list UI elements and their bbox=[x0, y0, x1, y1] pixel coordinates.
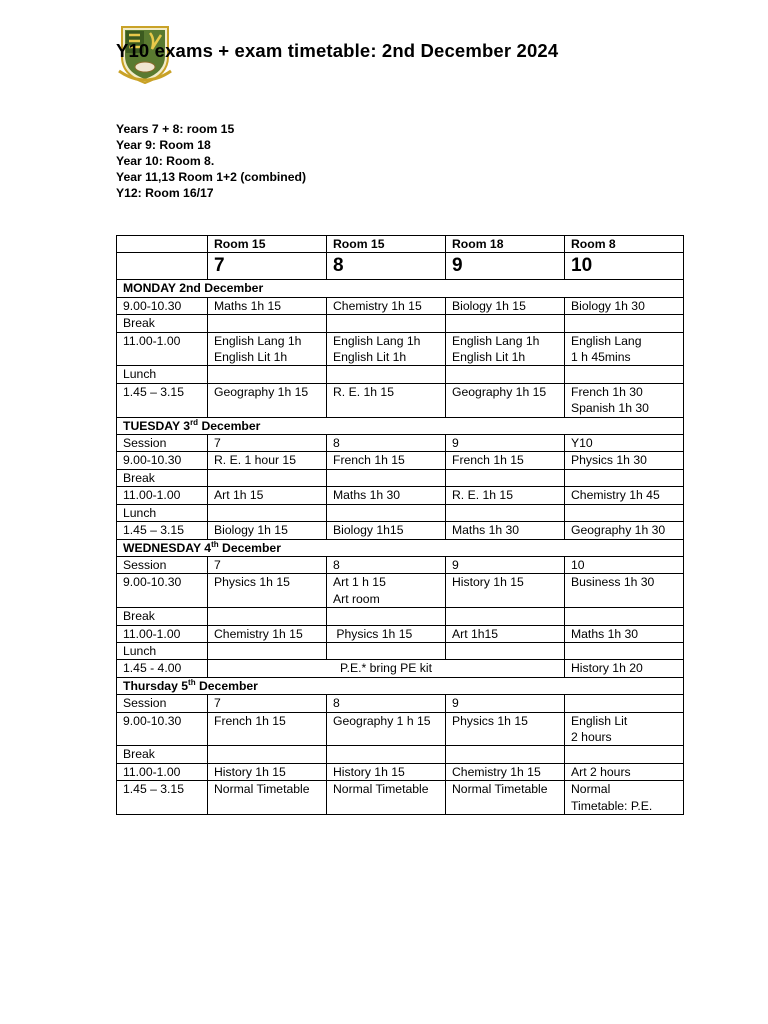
exam-cell-merged: P.E.* bring PE kit bbox=[208, 660, 565, 677]
exam-cell: Normal Timetable bbox=[208, 781, 327, 815]
table-row bbox=[117, 332, 684, 366]
room-header: Room 8 bbox=[565, 236, 684, 253]
time-cell: 9.00-10.30 bbox=[117, 712, 208, 746]
exam-cell: Maths 1h 30 bbox=[446, 522, 565, 539]
table-row bbox=[117, 469, 684, 486]
break-cell: Break bbox=[117, 315, 208, 332]
exam-cell: Geography 1h 15 bbox=[208, 383, 327, 417]
table-row bbox=[117, 315, 684, 332]
time-cell: 1.45 - 4.00 bbox=[117, 660, 208, 677]
exam-cell: Biology 1h 15 bbox=[446, 297, 565, 314]
session-label: Session bbox=[117, 556, 208, 573]
room-line: Year 9: Room 18 bbox=[116, 138, 211, 153]
time-cell: 11.00-1.00 bbox=[117, 487, 208, 504]
exam-cell: Chemistry 1h 45 bbox=[565, 487, 684, 504]
exam-cell: English Lang 1h English Lit 1h bbox=[446, 332, 565, 366]
table-row bbox=[117, 452, 684, 469]
exam-cell: R. E. 1h 15 bbox=[327, 383, 446, 417]
time-cell: 9.00-10.30 bbox=[117, 452, 208, 469]
day-heading: Thursday 5th December bbox=[117, 677, 684, 694]
year-header: 7 bbox=[208, 253, 327, 280]
exam-cell: Art 2 hours bbox=[565, 763, 684, 780]
exam-cell: Chemistry 1h 15 bbox=[208, 625, 327, 642]
time-cell: 1.45 – 3.15 bbox=[117, 781, 208, 815]
lunch-cell: Lunch bbox=[117, 642, 208, 659]
table-row bbox=[117, 366, 684, 383]
exam-cell: Physics 1h 15 bbox=[208, 574, 327, 608]
time-cell: 9.00-10.30 bbox=[117, 574, 208, 608]
day-row bbox=[117, 417, 684, 434]
time-cell: 11.00-1.00 bbox=[117, 625, 208, 642]
table-row: Session 7 8 9 Y10 bbox=[117, 435, 684, 452]
exam-cell: R. E. 1 hour 15 bbox=[208, 452, 327, 469]
exam-cell: Biology 1h 30 bbox=[565, 297, 684, 314]
exam-cell: Physics 1h 15 bbox=[446, 712, 565, 746]
lunch-cell: Lunch bbox=[117, 504, 208, 521]
exam-cell: Chemistry 1h 15 bbox=[327, 297, 446, 314]
exam-cell: History 1h 15 bbox=[327, 763, 446, 780]
exam-cell: Geography 1h 30 bbox=[565, 522, 684, 539]
exam-cell: History 1h 15 bbox=[208, 763, 327, 780]
table-row bbox=[117, 608, 684, 625]
table-row bbox=[117, 625, 684, 642]
table-row bbox=[117, 487, 684, 504]
room-line: Year 10: Room 8. bbox=[116, 154, 215, 169]
table-row bbox=[117, 712, 684, 746]
exam-cell: Geography 1 h 15 bbox=[327, 712, 446, 746]
time-cell: 9.00-10.30 bbox=[117, 297, 208, 314]
exam-cell: Geography 1h 15 bbox=[446, 383, 565, 417]
year-header: 9 bbox=[446, 253, 565, 280]
page-title: Y10 exams + exam timetable: 2nd December 2024 bbox=[116, 40, 559, 61]
day-heading: TUESDAY 3rd December bbox=[117, 417, 684, 434]
table-row bbox=[117, 763, 684, 780]
exam-cell: English Lang 1h English Lit 1h bbox=[208, 332, 327, 366]
exam-cell: Physics 1h 15 bbox=[327, 625, 446, 642]
exam-cell: History 1h 20 bbox=[565, 660, 684, 677]
day-row bbox=[117, 677, 684, 694]
exam-cell: English Lang 1h English Lit 1h bbox=[327, 332, 446, 366]
break-cell: Break bbox=[117, 469, 208, 486]
exam-cell: Normal Timetable: P.E. bbox=[565, 781, 684, 815]
table-row bbox=[117, 574, 684, 608]
room-line: Y12: Room 16/17 bbox=[116, 186, 214, 201]
day-heading: MONDAY 2nd December bbox=[117, 280, 684, 297]
exam-cell: Physics 1h 30 bbox=[565, 452, 684, 469]
table-row bbox=[117, 781, 684, 815]
table-row: Session 7 8 9 10 bbox=[117, 556, 684, 573]
lunch-cell: Lunch bbox=[117, 366, 208, 383]
day-heading: WEDNESDAY 4th December bbox=[117, 539, 684, 556]
room-header: Room 15 bbox=[327, 236, 446, 253]
time-cell: 11.00-1.00 bbox=[117, 763, 208, 780]
time-cell: 1.45 – 3.15 bbox=[117, 383, 208, 417]
room-header: Room 18 bbox=[446, 236, 565, 253]
room-line: Years 7 + 8: room 15 bbox=[116, 122, 235, 136]
exam-cell: Biology 1h15 bbox=[327, 522, 446, 539]
break-cell: Break bbox=[117, 746, 208, 763]
room-line: Year 11,13 Room 1+2 (combined) bbox=[116, 170, 306, 185]
room-header: Room 15 bbox=[208, 236, 327, 253]
day-row bbox=[117, 539, 684, 556]
exam-cell: Chemistry 1h 15 bbox=[446, 763, 565, 780]
table-row bbox=[117, 504, 684, 521]
exam-cell: Biology 1h 15 bbox=[208, 522, 327, 539]
table-row bbox=[117, 297, 684, 314]
exam-cell: French 1h 30 Spanish 1h 30 bbox=[565, 383, 684, 417]
exam-cell: Normal Timetable bbox=[446, 781, 565, 815]
time-cell: 11.00-1.00 bbox=[117, 332, 208, 366]
table-row bbox=[117, 642, 684, 659]
table-row: Session 7 8 9 bbox=[117, 695, 684, 712]
session-label: Session bbox=[117, 435, 208, 452]
time-cell: 1.45 – 3.15 bbox=[117, 522, 208, 539]
year-header: 10 bbox=[565, 253, 684, 280]
table-row bbox=[117, 236, 684, 253]
table-row bbox=[117, 660, 684, 677]
exam-cell: Art 1 h 15 Art room bbox=[327, 574, 446, 608]
exam-cell: French 1h 15 bbox=[446, 452, 565, 469]
exam-cell: Normal Timetable bbox=[327, 781, 446, 815]
day-row bbox=[117, 280, 684, 297]
year-header: 8 bbox=[327, 253, 446, 280]
exam-cell: French 1h 15 bbox=[327, 452, 446, 469]
exam-cell: English Lang 1 h 45mins bbox=[565, 332, 684, 366]
exam-cell: R. E. 1h 15 bbox=[446, 487, 565, 504]
room-allocation-list bbox=[116, 121, 306, 201]
exam-cell: Art 1h15 bbox=[446, 625, 565, 642]
exam-cell: Business 1h 30 bbox=[565, 574, 684, 608]
session-label: Session bbox=[117, 695, 208, 712]
table-row bbox=[117, 522, 684, 539]
exam-timetable bbox=[116, 235, 684, 815]
exam-cell: Maths 1h 15 bbox=[208, 297, 327, 314]
table-row bbox=[117, 746, 684, 763]
exam-cell: Maths 1h 30 bbox=[327, 487, 446, 504]
table-row bbox=[117, 253, 684, 280]
exam-cell: Art 1h 15 bbox=[208, 487, 327, 504]
exam-cell: French 1h 15 bbox=[208, 712, 327, 746]
exam-cell: English Lit 2 hours bbox=[565, 712, 684, 746]
break-cell: Break bbox=[117, 608, 208, 625]
table-row bbox=[117, 383, 684, 417]
exam-cell: Maths 1h 30 bbox=[565, 625, 684, 642]
exam-cell: History 1h 15 bbox=[446, 574, 565, 608]
